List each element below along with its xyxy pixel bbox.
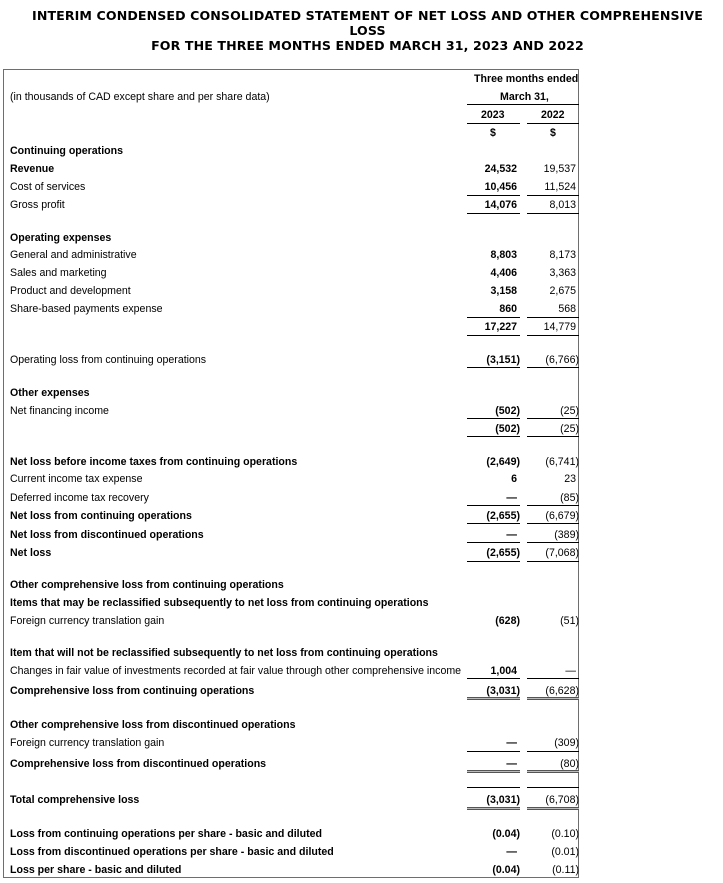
year-2023-header: 2023 — [481, 109, 505, 121]
total-rule — [467, 213, 520, 214]
table-row — [3, 734, 579, 752]
row-label: Product and development — [10, 285, 131, 297]
row-label: Loss from discontinued operations per share - basic and diluted — [10, 846, 334, 858]
value-2022: 8,013 — [549, 199, 576, 211]
value-2023: 4,406 — [490, 267, 517, 279]
value-2023: — — [506, 529, 517, 541]
double-total-rule — [467, 807, 520, 810]
section-heading — [3, 576, 579, 594]
row-label: Revenue — [10, 163, 55, 175]
row-label: Comprehensive loss from discontinued operations — [10, 758, 267, 770]
subtotal-rule — [467, 523, 520, 524]
title-line-2: LOSS — [349, 23, 386, 38]
value-2023: (3,031) — [486, 794, 520, 806]
row-label: Changes in fair value of investments recorded at fair value through other comprehensive income — [10, 665, 462, 677]
value-2022: 23 — [564, 473, 576, 485]
row-label: Net loss from continuing operations — [10, 510, 192, 522]
value-2023: (502) — [495, 405, 520, 417]
table-row-net-loss — [3, 544, 579, 562]
row-label: Total comprehensive loss — [10, 794, 140, 806]
double-total-rule — [467, 697, 520, 700]
value-2022: (51) — [560, 615, 579, 627]
double-total-rule — [527, 770, 579, 773]
subtotal-rule — [527, 418, 579, 419]
value-2023: (0.04) — [492, 864, 520, 876]
value-2022: (6,741) — [545, 456, 579, 468]
row-label: Other comprehensive loss from continuing operations — [10, 579, 284, 591]
subtotal-rule — [527, 523, 579, 524]
row-label: Share-based payments expense — [10, 303, 163, 315]
value-2023: (0.04) — [492, 828, 520, 840]
total-rule — [467, 561, 520, 562]
total-rule — [527, 436, 579, 437]
table-row-gross-profit — [3, 196, 579, 214]
total-rule — [467, 367, 520, 368]
row-label: Item that will not be reclassified subsequently to net loss from continuing operations — [10, 647, 438, 659]
value-2022: (25) — [560, 423, 579, 435]
row-label: Continuing operations — [10, 145, 123, 157]
value-2023: (2,649) — [486, 456, 520, 468]
row-label: Cost of services — [10, 181, 86, 193]
table-row — [3, 843, 579, 861]
value-2022: (80) — [560, 758, 579, 770]
value-2022: (6,708) — [545, 794, 579, 806]
table-row — [3, 825, 579, 843]
year-2022-header: 2022 — [541, 109, 565, 121]
year-2022-underline — [527, 123, 579, 124]
table-row-cost-of-services — [3, 178, 579, 196]
subtotal-rule — [467, 751, 520, 752]
subtotal-rule — [527, 542, 579, 543]
subtotal-rule — [527, 787, 579, 788]
period-header-line-2: March 31, — [500, 91, 549, 103]
value-2022: (85) — [560, 492, 579, 504]
value-2022: (0.11) — [552, 864, 579, 876]
total-rule — [467, 335, 520, 336]
value-2022: (7,068) — [545, 547, 579, 559]
row-label: Operating loss from continuing operations — [10, 354, 207, 366]
value-2022: (0.10) — [551, 828, 579, 840]
value-2022: (6,628) — [545, 685, 579, 697]
row-label: Items that may be reclassified subsequently to net loss from continuing operations — [10, 597, 429, 609]
row-label: Other comprehensive loss from discontinued operations — [10, 719, 296, 731]
row-label: Net loss before income taxes from continuing operations — [10, 456, 298, 468]
table-row — [3, 470, 579, 488]
value-2023: — — [506, 758, 517, 770]
section-heading — [3, 229, 579, 247]
title-line-3: FOR THE THREE MONTHS ENDED MARCH 31, 2023 AND 2022 — [151, 38, 584, 53]
subtotal-rule — [467, 678, 520, 679]
value-2023: 14,076 — [484, 199, 517, 211]
total-rule — [527, 367, 579, 368]
row-label: Other expenses — [10, 387, 90, 399]
table-row-opex-total — [3, 318, 579, 336]
value-2023: 17,227 — [484, 321, 517, 333]
value-2023: (502) — [495, 423, 520, 435]
row-label: Sales and marketing — [10, 267, 107, 279]
row-label: Gross profit — [10, 199, 65, 211]
value-2022: (25) — [560, 405, 579, 417]
value-2023: — — [506, 492, 517, 504]
value-2022: 2,675 — [549, 285, 576, 297]
row-label: Loss per share - basic and diluted — [10, 864, 182, 876]
double-total-rule — [467, 770, 520, 773]
row-label: General and administrative — [10, 249, 137, 261]
table-row — [3, 246, 579, 264]
value-2023: (3,151) — [486, 354, 520, 366]
value-2022: (6,679) — [545, 510, 579, 522]
value-2023: — — [506, 846, 517, 858]
row-label: Net loss — [10, 547, 52, 559]
value-2023: (3,031) — [486, 685, 520, 697]
value-2022: 14,779 — [543, 321, 576, 333]
total-rule — [527, 335, 579, 336]
row-label: Deferred income tax recovery — [10, 492, 149, 504]
row-label: Net loss from discontinued operations — [10, 529, 204, 541]
table-row — [3, 861, 579, 879]
row-label: Comprehensive loss from continuing operations — [10, 685, 255, 697]
section-heading — [3, 644, 579, 662]
total-rule — [527, 561, 579, 562]
value-2023: (2,655) — [486, 510, 520, 522]
row-label: Current income tax expense — [10, 473, 143, 485]
currency-2023: $ — [490, 127, 496, 139]
subtotal-rule — [467, 418, 520, 419]
subtotal-rule — [467, 787, 520, 788]
subtotal-rule — [527, 678, 579, 679]
double-total-rule — [527, 697, 579, 700]
section-heading — [3, 142, 579, 160]
row-label: Operating expenses — [10, 232, 112, 244]
units-note: (in thousands of CAD except share and per share data) — [10, 91, 270, 103]
value-2023: 8,803 — [490, 249, 517, 261]
total-rule — [527, 213, 579, 214]
value-2023: — — [506, 737, 517, 749]
currency-2022: $ — [550, 127, 556, 139]
row-label: Foreign currency translation gain — [10, 737, 165, 749]
subtotal-rule — [527, 505, 579, 506]
value-2023: 24,532 — [484, 163, 517, 175]
subtotal-rule — [467, 542, 520, 543]
row-label: Loss from continuing operations per share - basic and diluted — [10, 828, 322, 840]
value-2022: 568 — [558, 303, 576, 315]
statement-title — [0, 8, 723, 53]
table-row — [3, 612, 579, 630]
value-2023: 3,158 — [490, 285, 517, 297]
value-2023: (2,655) — [486, 547, 520, 559]
total-rule — [467, 436, 520, 437]
row-label: Net financing income — [10, 405, 109, 417]
double-total-rule — [527, 807, 579, 810]
subtotal-rule — [467, 505, 520, 506]
period-header-line-1: Three months ended — [474, 73, 579, 85]
section-heading — [3, 716, 579, 734]
table-row — [3, 300, 579, 318]
table-row — [3, 264, 579, 282]
value-2022: (6,766) — [545, 354, 579, 366]
row-label: Foreign currency translation gain — [10, 615, 165, 627]
value-2023: (628) — [495, 615, 520, 627]
value-2023: 6 — [511, 473, 517, 485]
value-2023: 860 — [499, 303, 517, 315]
table-row-revenue — [3, 160, 579, 178]
section-heading — [3, 384, 579, 402]
value-2022: 8,173 — [549, 249, 576, 261]
year-2023-underline — [467, 123, 520, 124]
value-2022: — — [565, 665, 576, 677]
title-line-1: INTERIM CONDENSED CONSOLIDATED STATEMENT OF NET LOSS AND OTHER COMPREHENSIVE — [32, 8, 703, 23]
value-2023: 1,004 — [490, 665, 517, 677]
value-2022: (0.01) — [551, 846, 579, 858]
value-2022: 11,524 — [544, 181, 576, 193]
subtotal-rule — [527, 751, 579, 752]
value-2022: (309) — [554, 737, 579, 749]
header-divider — [467, 104, 579, 105]
value-2022: (389) — [554, 529, 579, 541]
value-2022: 19,537 — [543, 163, 576, 175]
table-row — [3, 282, 579, 300]
value-2023: 10,456 — [484, 181, 517, 193]
value-2022: 3,363 — [549, 267, 576, 279]
section-heading — [3, 594, 579, 612]
table-row — [3, 453, 579, 471]
